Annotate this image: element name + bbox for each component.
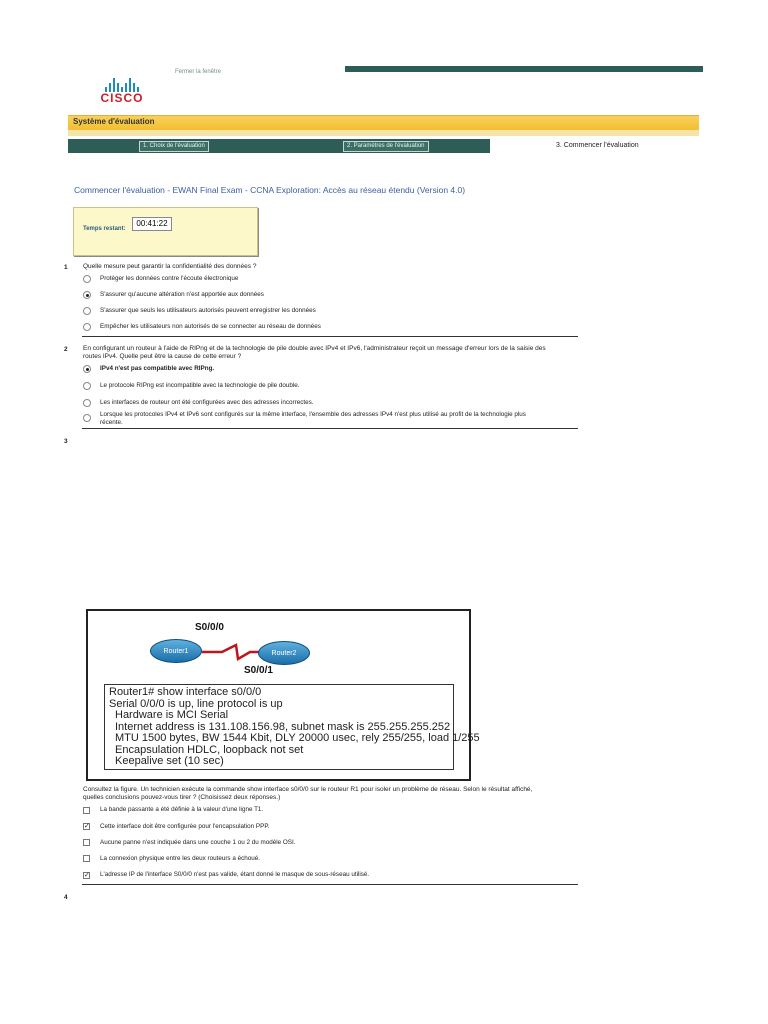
router2-icon bbox=[258, 641, 310, 665]
timer-value: 00:41:22 bbox=[132, 217, 172, 231]
cli-line: Router1# show interface s0/0/0 bbox=[109, 686, 262, 698]
question-separator bbox=[82, 884, 578, 885]
radio-option[interactable] bbox=[83, 399, 91, 407]
cli-line: Internet address is 131.108.156.98, subnet mask is 255.255.255.252 bbox=[115, 720, 451, 733]
option-text: Protéger les données contre l'écoute électronique bbox=[100, 275, 239, 282]
system-band bbox=[68, 115, 699, 131]
question-text-line2: quelles conclusions pouvez-vous tirer ? (Choisissez deux réponses.) bbox=[83, 794, 281, 801]
router2-label: Router2 bbox=[271, 650, 297, 657]
cli-line: MTU 1500 bytes, BW 1544 Kbit, DLY 20000 usec, rely 255/255, load 1/255 bbox=[115, 732, 480, 744]
iface-label-top: S0/0/0 bbox=[195, 622, 224, 633]
timer-label: Temps restant: bbox=[83, 226, 126, 232]
option-text: Les interfaces de routeur ont été configurées avec des adresses incorrectes. bbox=[100, 399, 314, 406]
top-bar bbox=[345, 66, 703, 72]
cli-line: Hardware is MCI Serial bbox=[115, 709, 229, 721]
close-window-link[interactable]: Fermer la fenêtre bbox=[175, 69, 222, 75]
radio-option[interactable] bbox=[83, 291, 91, 299]
radio-option[interactable] bbox=[83, 414, 91, 422]
question-text: En configurant un routeur à l'aide de RIPng et de la technologie de pile double avec IPv4 et IPv6, l'administrateur reçoit un message d'erreur lors de la saisie des bbox=[83, 345, 546, 352]
router1-label: Router1 bbox=[163, 648, 189, 655]
cli-output bbox=[104, 684, 480, 770]
radio-option[interactable] bbox=[83, 323, 91, 331]
radio-option[interactable] bbox=[83, 365, 91, 373]
cli-line: Serial 0/0/0 is up, line protocol is up bbox=[109, 697, 283, 710]
system-title: Système d'évaluation bbox=[73, 117, 155, 126]
logo-bars-icon bbox=[96, 78, 148, 92]
option-text: La connexion physique entre les deux routeurs a échoué. bbox=[100, 855, 260, 862]
checkbox-option[interactable]: ✓ bbox=[84, 872, 90, 879]
checkbox-option[interactable] bbox=[83, 855, 90, 862]
router1-icon bbox=[150, 639, 202, 663]
nav-step-1[interactable]: 1. Choix de l'évaluation bbox=[139, 141, 209, 152]
cli-line: Encapsulation HDLC, loopback not set bbox=[115, 743, 304, 756]
nav-step-3: 3. Commencer l'évaluation bbox=[556, 142, 639, 149]
system-band-shadow bbox=[68, 130, 699, 136]
option-text: Aucune panne n'est indiquée dans une couche 1 ou 2 du modèle OSI. bbox=[100, 839, 296, 846]
option-text: Le protocole RIPng est incompatible avec la technologie de pile double. bbox=[100, 382, 300, 389]
iface-label-bottom: S0/0/1 bbox=[244, 665, 273, 676]
option-text: La bande passante a été définie à la valeur d'une ligne T1. bbox=[100, 806, 264, 813]
option-text: S'assurer qu'aucune altération n'est apportée aux données bbox=[100, 291, 264, 298]
radio-option[interactable] bbox=[83, 382, 91, 390]
question-number: 2 bbox=[64, 346, 68, 353]
question-text: Quelle mesure peut garantir la confidentialité des données ? bbox=[83, 263, 257, 270]
cli-line: Keepalive set (10 sec) bbox=[115, 755, 224, 767]
option-text: Lorsque les protocoles IPv4 et IPv6 sont configurés sur la même interface, l'ensemble des adresses IPv4 n'est plus utilisé au profit de la technologie plus bbox=[100, 411, 526, 418]
nav-step-2[interactable]: 2. Paramètres de l'évaluation bbox=[343, 141, 429, 152]
question-number: 3 bbox=[64, 438, 68, 445]
question-number: 1 bbox=[64, 264, 68, 271]
question-separator bbox=[82, 428, 578, 429]
option-text: IPv4 n'est pas compatible avec RIPng. bbox=[100, 365, 215, 372]
question-text: Consultez la figure. Un technicien exécute la commande show interface s0/0/0 sur le routeur R1 pour isoler un problème de réseau. Selon le résultat affiché, bbox=[83, 786, 533, 793]
logo-text: CISCO bbox=[100, 91, 144, 105]
radio-option[interactable] bbox=[83, 307, 91, 315]
option-text-line2: récente. bbox=[100, 419, 123, 426]
checkbox-option[interactable]: ✓ bbox=[84, 823, 90, 830]
page-title: Commencer l'évaluation - EWAN Final Exam - CCNA Exploration: Accès au réseau étendu (Version 4.0) bbox=[74, 185, 466, 195]
checkbox-option[interactable] bbox=[83, 839, 90, 846]
serial-link-icon bbox=[198, 641, 263, 663]
question-number: 4 bbox=[64, 894, 68, 901]
option-text: Empêcher les utilisateurs non autorisés de se connecter au réseau de données bbox=[100, 323, 321, 330]
checkbox-option[interactable] bbox=[83, 807, 90, 814]
option-text: L'adresse IP de l'interface S0/0/0 n'est pas valide, étant donné le masque de sous-réseau utilisé. bbox=[100, 871, 370, 878]
option-text: S'assurer que seuls les utilisateurs autorisés peuvent enregistrer les données bbox=[100, 307, 316, 314]
question-text-line2: routes IPv4. Quelle peut être la cause de cette erreur ? bbox=[83, 353, 242, 360]
question-separator bbox=[82, 336, 578, 337]
radio-option[interactable] bbox=[83, 275, 91, 283]
option-text: Cette interface doit être configurée pour l'encapsulation PPP. bbox=[100, 823, 270, 830]
cisco-logo bbox=[96, 78, 148, 106]
